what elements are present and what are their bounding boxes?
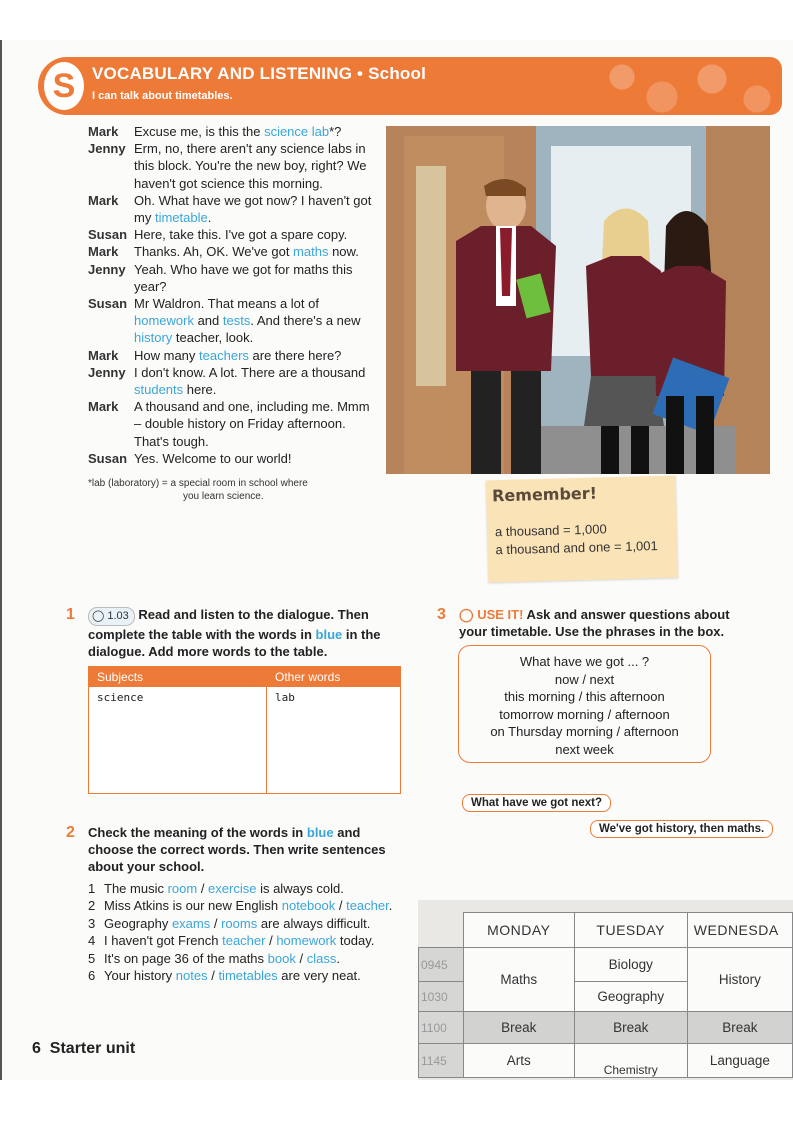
other-words-cell[interactable]: lab: [275, 691, 295, 704]
item-text: [104, 915, 370, 932]
speech-bubble-question: What have we got next?: [462, 794, 611, 812]
choice-text: Geography: [104, 915, 172, 931]
dialogue-text: .: [207, 210, 212, 226]
dialogue-text: [134, 261, 378, 295]
timetable-image: [418, 900, 793, 1080]
phrase: this morning / this afternoon: [504, 689, 665, 704]
dialogue-text: Oh. What have we got now? I haven't got my: [134, 192, 372, 226]
item-text: [104, 880, 344, 897]
dialogue-text: I don't know. A lot. There are a thousand: [134, 364, 366, 380]
footnote: [88, 477, 378, 503]
dialogue-text: [134, 295, 378, 347]
section-title: VOCABULARY AND LISTENING • School: [92, 64, 426, 83]
item-number: 1: [88, 881, 96, 896]
choice-keyword[interactable]: teacher: [222, 933, 266, 949]
exercise-1: [66, 606, 398, 660]
dialogue-line: [88, 226, 378, 243]
dialogue-text: [134, 123, 378, 140]
dialogue-text: teacher, look.: [172, 330, 254, 346]
dialogue-text: [134, 226, 378, 243]
choice-text: I haven't got French: [104, 933, 223, 949]
time-slot-2: 1030: [419, 982, 464, 1012]
speaker-name: Mark: [88, 244, 119, 260]
exercise-1-blue-word: blue: [315, 627, 343, 642]
dialogue-text: Here, take this. I've got a spare copy.: [134, 227, 348, 243]
dialogue-text: are there here?: [248, 347, 342, 363]
dialogue-text: How many: [134, 347, 200, 363]
dialogue: [88, 123, 378, 503]
exercise-1-text-b: in the dialogue. Add more words to the table.: [88, 627, 381, 659]
choice-keyword[interactable]: homework: [276, 933, 337, 949]
choice-text: Miss Atkins is our new English: [104, 898, 282, 914]
section-badge: S: [41, 59, 87, 113]
item-text: [104, 897, 392, 914]
choice-text: are always difficult.: [257, 915, 371, 931]
choice-text: .: [336, 950, 340, 966]
exercise-2-blue-word: blue: [306, 825, 334, 840]
speech-bubble-icon: ◯: [459, 607, 474, 622]
choice-text: The music: [104, 881, 168, 896]
remember-line-2: a thousand and one = 1,001: [495, 538, 658, 558]
dialogue-text: [134, 243, 378, 260]
dialogue-line: [88, 140, 378, 192]
speaker-name: Susan: [88, 296, 128, 312]
dialogue-text: Mr Waldron. That means a lot of: [134, 296, 319, 312]
choice-keyword[interactable]: teacher: [346, 898, 389, 914]
dialogue-text: [134, 140, 378, 192]
choice-keyword[interactable]: exercise: [208, 881, 257, 896]
dialogue-text: Erm, no, there aren't any science labs in this block. You're the new boy, right? We haven't got science this morning.: [134, 141, 367, 191]
exercise-2-number: 2: [66, 824, 75, 841]
choice-text: Your history: [104, 968, 176, 984]
day-monday: MONDAY: [463, 913, 574, 948]
exercise-2-item: [88, 932, 418, 949]
choice-keyword[interactable]: notes: [175, 968, 208, 984]
dialogue-text: . And there's a new: [250, 313, 361, 329]
header-dot-pattern: [592, 57, 782, 115]
dialogue-text: [134, 364, 378, 398]
speaker-name: Susan: [88, 450, 128, 466]
use-it-label: USE IT!: [477, 607, 524, 622]
dialogue-line: [88, 261, 378, 295]
item-number: 4: [88, 933, 96, 949]
speaker-name: Mark: [88, 192, 119, 208]
item-text: [104, 950, 340, 967]
choice-keyword[interactable]: timetables: [218, 968, 278, 984]
dialogue-line: [88, 450, 378, 467]
subjects-header: Subjects: [89, 667, 267, 687]
remember-note: [486, 476, 679, 583]
dialogue-line: [88, 347, 378, 364]
dialogue-text: *?: [329, 124, 342, 139]
exercise-3-number: 3: [437, 606, 446, 623]
exercise-2-item: [88, 915, 418, 932]
exercise-1-number: 1: [66, 606, 75, 623]
dialogue-text: [134, 450, 378, 467]
dialogue-text: Excuse me, is this the: [134, 124, 265, 139]
choice-text: /: [265, 933, 277, 949]
dialogue-line: [88, 295, 378, 347]
speaker-icon: ◯: [92, 610, 105, 622]
dialogue-text: A thousand and one, including me. Mmm – double history on Friday afternoon. That's tough.: [134, 399, 370, 449]
wednesday-break: Break: [687, 1012, 792, 1044]
choice-keyword[interactable]: book: [267, 950, 296, 966]
time-slot-1: 0945: [419, 948, 464, 982]
dialogue-line: [88, 243, 378, 260]
dialogue-line: [88, 192, 378, 226]
dialogue-keyword: timetable: [154, 210, 208, 226]
item-number: 6: [88, 968, 96, 984]
exercise-2-items: [88, 880, 418, 984]
exercise-3: [437, 606, 759, 640]
dialogue-text: Yes. Welcome to our world!: [134, 450, 292, 466]
dialogue-text: Thanks. Ah, OK. We've got: [134, 244, 294, 260]
dialogue-keyword: maths: [293, 244, 329, 260]
audio-track-button[interactable]: [88, 607, 135, 626]
time-slot-3: 1100: [419, 1012, 464, 1044]
choice-keyword[interactable]: room: [167, 881, 198, 896]
speaker-name: Jenny: [88, 261, 126, 277]
page-footer: [32, 1040, 135, 1058]
choice-text: are very neat.: [277, 968, 361, 984]
choice-keyword[interactable]: class: [306, 950, 337, 966]
speaker-name: Susan: [88, 227, 128, 243]
dialogue-keyword: homework: [134, 313, 194, 329]
phrase: tomorrow morning / afternoon: [499, 706, 670, 722]
dialogue-text: now.: [328, 244, 359, 260]
item-number: 5: [88, 950, 96, 966]
phrase: next week: [555, 741, 614, 757]
audio-track-number: 1.03: [107, 610, 129, 622]
item-number: 2: [88, 898, 96, 914]
tuesday-slot-1: Biology: [574, 948, 687, 982]
dialogue-text: [134, 347, 378, 364]
monday-break: Break: [463, 1012, 574, 1044]
exercise-2-item: [88, 950, 418, 967]
dialogue-keyword: history: [134, 330, 173, 346]
exercise-2: [66, 824, 398, 875]
choice-text: /: [197, 881, 209, 896]
dialogue-keyword: science lab: [264, 124, 330, 139]
dialogue-text: Yeah. Who have we got for maths this year?: [134, 261, 353, 294]
item-text: [104, 932, 374, 949]
classroom-photo: [386, 126, 770, 474]
footnote-line-2: you learn science.: [183, 491, 264, 503]
dialogue-keyword: tests: [222, 313, 251, 329]
phrase-box: [458, 645, 711, 763]
item-number: 3: [88, 915, 96, 931]
choice-text: It's on page 36 of the maths: [104, 950, 268, 966]
choice-text: /: [295, 950, 307, 966]
remember-line-1: a thousand = 1,000: [494, 521, 607, 540]
dialogue-line: [88, 364, 378, 398]
exercise-2-text-a: Check the meaning of the words in: [88, 825, 307, 840]
dialogue-text: here.: [183, 382, 217, 398]
speaker-name: Jenny: [88, 141, 126, 157]
speaker-name: Jenny: [88, 364, 126, 380]
unit-name: Starter unit: [49, 1040, 136, 1057]
day-wednesday: WEDNESDA: [687, 913, 792, 948]
footnote-line-1: *lab (laboratory) = a special room in school where: [88, 478, 308, 490]
wednesday-slot-1: History: [687, 948, 792, 1012]
speaker-name: Mark: [88, 124, 119, 139]
remember-title: Remember!: [491, 483, 598, 506]
vocabulary-table: [88, 666, 401, 794]
choice-text: /: [210, 915, 222, 931]
dialogue-line: [88, 123, 378, 140]
phrase: now / next: [554, 671, 615, 687]
choice-text: today.: [336, 933, 375, 949]
dialogue-keyword: teachers: [199, 347, 249, 363]
choice-text: is always cold.: [256, 881, 344, 896]
exercise-2-item: [88, 897, 418, 914]
choice-text: /: [335, 898, 347, 914]
tuesday-slot-4: Chemistry: [574, 1044, 687, 1078]
time-slot-4: 1145: [419, 1044, 464, 1078]
exercise-2-item: [88, 967, 418, 984]
speaker-name: Mark: [88, 347, 119, 363]
wednesday-slot-4: Language: [687, 1044, 792, 1078]
choice-text: .: [388, 898, 393, 914]
exercise-3-text: Ask and answer questions about your timetable. Use the phrases in the box.: [459, 607, 730, 639]
students-in-doorway-image: [386, 126, 770, 474]
tuesday-slot-2: Geography: [574, 982, 687, 1012]
choice-text: /: [207, 968, 219, 984]
speech-bubble-answer: We've got history, then maths.: [590, 820, 773, 838]
choice-keyword[interactable]: exams: [171, 915, 211, 931]
subjects-cell[interactable]: science: [89, 687, 267, 793]
dialogue-text: and: [193, 313, 223, 329]
choice-keyword[interactable]: rooms: [221, 915, 258, 931]
phrase: What have we got ... ?: [519, 654, 650, 669]
speaker-name: Mark: [88, 399, 119, 415]
item-text: [104, 967, 361, 984]
choice-keyword[interactable]: notebook: [281, 898, 336, 914]
page-number: 6: [32, 1040, 41, 1057]
tuesday-break: Break: [574, 1012, 687, 1044]
dialogue-text: [134, 192, 378, 226]
dialogue-text: [134, 398, 378, 450]
exercise-2-text-b: and choose the correct words. Then write sentences about your school.: [88, 825, 386, 874]
day-tuesday: TUESDAY: [574, 913, 687, 948]
exercise-1-text-a: Read and listen to the dialogue. Then complete the table with the words in: [88, 607, 369, 642]
timetable: [418, 912, 793, 1078]
dialogue-line: [88, 398, 378, 450]
other-words-header: Other words: [275, 670, 341, 684]
monday-slot-1: Maths: [463, 948, 574, 1012]
phrase: on Thursday morning / afternoon: [490, 724, 679, 739]
dialogue-keyword: students: [134, 382, 184, 398]
monday-slot-4: Arts: [463, 1044, 574, 1078]
exercise-2-item: [88, 880, 418, 897]
section-subtitle: I can talk about timetables.: [92, 90, 233, 102]
